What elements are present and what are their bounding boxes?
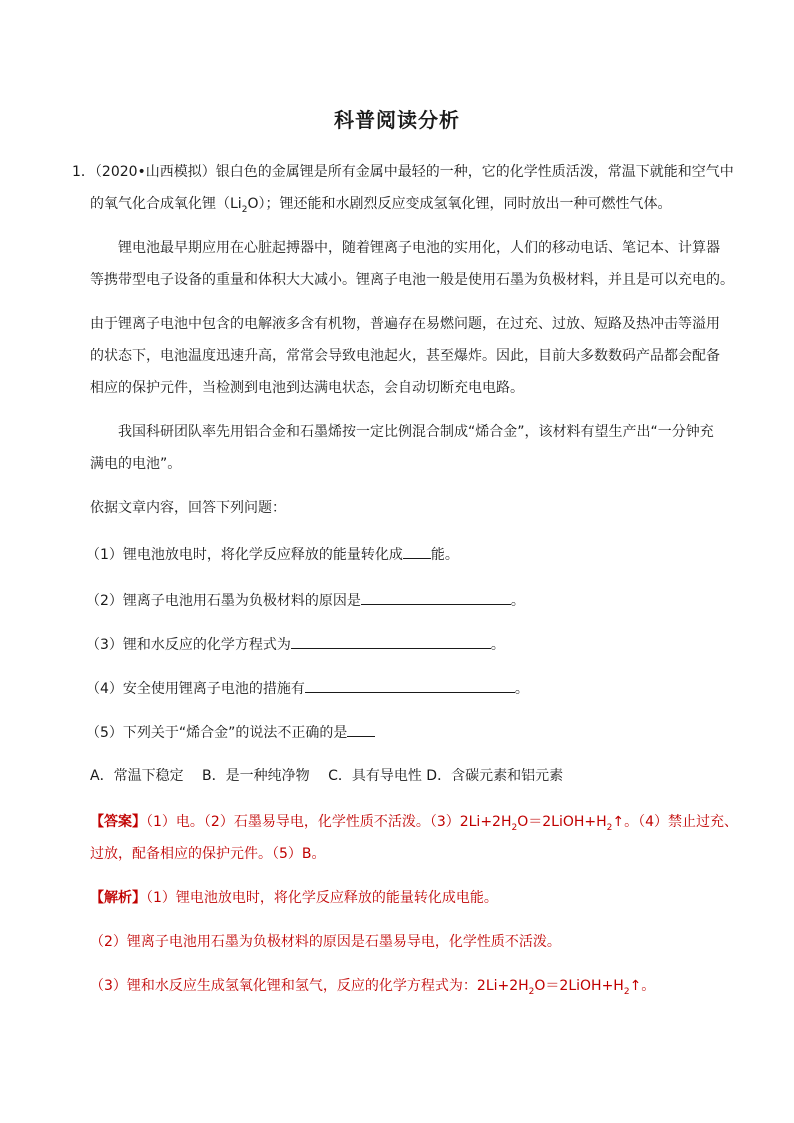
analysis-line: （2）锂离子电池用石墨为负极材料的原因是石墨易导电，化学性质不活泼。 — [90, 934, 561, 950]
subscript: 2 — [623, 986, 630, 997]
text-run: 。 — [514, 681, 529, 697]
paragraph-line: 等携带型电子设备的重量和体积大大减小。锂离子电池一般是使用石墨为负极材料，并且是可以充电的。 — [90, 272, 734, 288]
answer-blank[interactable] — [305, 678, 515, 693]
text-run: （1）电。（2）石墨易导电，化学性质不活泼。（3）2Li+2H — [146, 814, 512, 830]
analysis-line — [90, 976, 655, 996]
paragraph-line: 满电的电池”。 — [90, 456, 182, 472]
paragraph-line: 锂电池最早期应用在心脏起搏器中，随着锂离子电池的实用化，人们的移动电话、笔记本、计算器 — [118, 240, 720, 256]
paragraph-line: 由于锂离子电池中包含的电解液多含有机物，普遍存在易燃问题，在过充、过放、短路及热冲击等溢用 — [90, 316, 720, 332]
text-run: （3）锂和水反应生成氢氧化锂和氢气，反应的化学方程式为：2Li+2H — [90, 978, 529, 994]
answer-line: 过放，配备相应的保护元件。（5）B。 — [90, 846, 326, 862]
paragraph-line: 的状态下，电池温度迅速升高，常常会导致电池起火，甚至爆炸。因此，目前大多数数码产品都会配备 — [90, 348, 720, 364]
sub-question-1 — [86, 544, 459, 565]
text-run: 。 — [490, 637, 505, 653]
subscript: 2 — [241, 204, 248, 215]
subscript: 2 — [606, 822, 613, 833]
answer-blank[interactable] — [403, 544, 431, 559]
sub-question-5 — [86, 722, 375, 743]
text-run: 。 — [510, 593, 525, 609]
question-intro-line — [90, 194, 671, 214]
instruction-text: 依据文章内容，回答下列问题： — [90, 500, 286, 516]
text-run: （1）锂电池放电时，将化学反应释放的能量转化成电能。 — [146, 890, 498, 906]
text-run: （2）锂离子电池用石墨为负极材料的原因是 — [86, 593, 361, 609]
text-run: ↑。 — [629, 978, 656, 994]
sub-question-2 — [86, 590, 525, 611]
answer-blank[interactable] — [347, 722, 375, 737]
answer-options: A．常温下稳定 B．是一种纯净物 C．具有导电性 D．含碳元素和铝元素 — [90, 768, 564, 784]
analysis-tag: 【解析】 — [90, 890, 146, 906]
sub-question-4 — [86, 678, 529, 699]
analysis-line — [90, 888, 498, 908]
text-run: （1）锂电池放电时，将化学反应释放的能量转化成 — [86, 547, 403, 563]
text-run: （5）下列关于“烯合金”的说法不正确的是 — [86, 725, 348, 741]
text-run: ↑。（4）禁止过充、 — [612, 814, 739, 830]
paragraph-line: 相应的保护元件，当检测到电池到达满电状态，会自动切断充电电路。 — [90, 380, 524, 396]
answer-blank[interactable] — [361, 590, 511, 605]
answer-line — [90, 812, 738, 832]
answer-tag: 【答案】 — [90, 814, 146, 830]
paragraph-line: 我国科研团队率先用铝合金和石墨烯按一定比例混合制成“烯合金”，该材料有望生产出“一分钟充 — [118, 424, 714, 440]
text-run: 的氧气化合成氧化锂（Li — [90, 196, 242, 212]
answer-blank[interactable] — [291, 634, 491, 649]
subscript: 2 — [511, 822, 518, 833]
text-run: 能。 — [430, 547, 459, 563]
page-title: 科普阅读分析 — [334, 108, 460, 132]
question-intro-line: 1．（2020•山西模拟）银白色的金属锂是所有金属中最轻的一种，它的化学性质活泼，常温下就能和空气中 — [72, 164, 734, 180]
text-run: （4）安全使用锂离子电池的措施有 — [86, 681, 305, 697]
sub-question-3 — [86, 634, 505, 655]
text-run: （3）锂和水反应的化学方程式为 — [86, 637, 291, 653]
subscript: 2 — [528, 986, 535, 997]
text-run: O）；锂还能和水剧烈反应变成氢氧化锂，同时放出一种可燃性气体。 — [247, 196, 672, 212]
text-run: O＝2LiOH+H — [517, 814, 607, 830]
text-run: O＝2LiOH+H — [534, 978, 624, 994]
